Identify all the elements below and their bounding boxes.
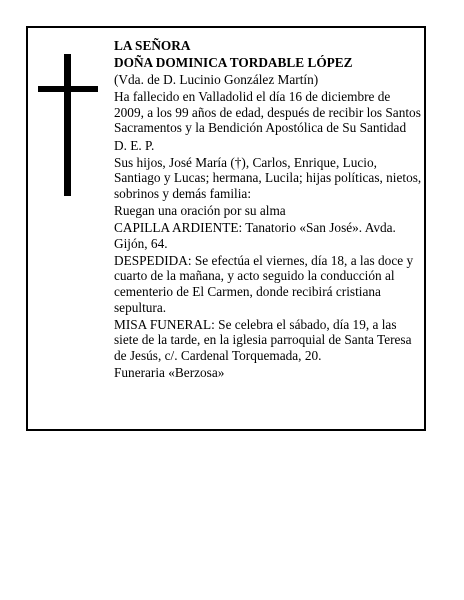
obituary-text xyxy=(114,38,422,382)
deceased-name: DOÑA DOMINICA TORDABLE LÓPEZ xyxy=(114,55,353,71)
cross-horizontal-bar xyxy=(38,86,98,92)
farewell-info: DESPEDIDA: Se efectúa el viernes, día 18, a las doce y cuarto de la mañana, y acto seguido la conducción al cementerio de El Carmen, donde recibirá cristiana sepultura. xyxy=(114,252,414,315)
title-line-1: LA SEÑORA xyxy=(114,38,191,53)
widow-of-line: (Vda. de D. Lucinio González Martín) xyxy=(114,72,319,88)
funeral-mass-info: MISA FUNERAL: Se celebra el sábado, día 19, a las siete de la tarde, en la iglesia parroquial de Santa Teresa de Jesús, c/. Cardenal Torquemada, 20. xyxy=(114,316,412,363)
funeral-home: Funeraria «Berzosa» xyxy=(114,364,225,380)
chapel-info: CAPILLA ARDIENTE: Tanatorio «San José». Avda. Gijón, 64. xyxy=(114,220,396,251)
cross-icon xyxy=(38,54,98,196)
death-statement: Ha fallecido en Valladolid el día 16 de diciembre de 2009, a los 99 años de edad, después de recibir los Santos Sacramentos y la Bendición Apostólica de Su Santidad xyxy=(114,89,421,136)
prayer-request: Ruegan una oración por su alma xyxy=(114,202,286,218)
cross-vertical-bar xyxy=(64,54,71,196)
family-list: Sus hijos, José María (†), Carlos, Enrique, Lucio, Santiago y Lucas; hermana, Lucila; hijas políticas, nietos, sobrinos y demás familia: xyxy=(114,154,422,201)
rest-in-peace: D. E. P. xyxy=(114,137,155,153)
